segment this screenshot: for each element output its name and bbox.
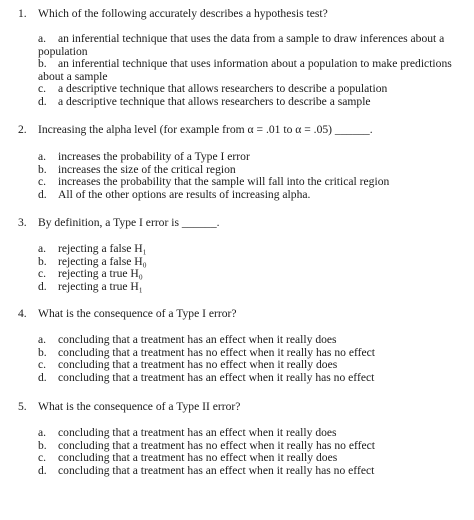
question-text: What is the consequence of a Type I error?	[38, 307, 237, 320]
option-letter: a.	[38, 32, 47, 45]
question-text: Which of the following accurately describes a hypothesis test?	[38, 7, 328, 20]
option-letter: d.	[38, 463, 47, 477]
option-text: rejecting a false H₀	[58, 254, 147, 268]
option-letter: c.	[38, 358, 47, 372]
question-number: 1.	[18, 7, 27, 20]
option-text: rejecting a true H₁	[58, 279, 143, 293]
option-letter: b.	[38, 57, 47, 71]
option-letter: c.	[38, 267, 47, 281]
option-text: concluding that a treatment has no effect when it really does	[58, 451, 338, 465]
question-stem	[18, 124, 373, 137]
question-number: 2.	[18, 123, 27, 136]
question-number: 5.	[18, 400, 27, 413]
option-letter: b.	[38, 345, 47, 359]
question-text: By definition, a Type I error is ______.	[38, 216, 220, 229]
option-letter: c.	[38, 82, 47, 96]
answer-option-d	[38, 281, 458, 294]
question-stem	[18, 308, 237, 321]
question-stem	[18, 8, 328, 21]
question-number: 3.	[18, 216, 27, 229]
option-letter: b.	[38, 162, 47, 176]
option-letter: d.	[38, 279, 47, 293]
option-letter: b.	[38, 254, 47, 268]
option-letter: d.	[38, 94, 47, 108]
option-text: concluding that a treatment has no effect when it really has no effect	[58, 438, 375, 452]
option-text: concluding that a treatment has an effect when it really does	[58, 333, 337, 346]
option-text: a descriptive technique that allows researchers to describe a sample	[58, 94, 371, 108]
option-text: rejecting a false H₁	[58, 242, 147, 255]
option-text: increases the probability of a Type I error	[58, 150, 250, 163]
answer-option-d	[38, 465, 458, 478]
answer-option-b	[38, 58, 458, 83]
question-stem	[18, 401, 240, 414]
answer-options	[38, 243, 458, 293]
question-text: Increasing the alpha level (for example from α = .01 to α = .05) ______.	[38, 123, 373, 136]
option-text: rejecting a true H₀	[58, 267, 143, 281]
option-letter: a.	[38, 426, 47, 439]
answer-option-d	[38, 189, 458, 202]
answer-options	[38, 33, 458, 109]
answer-option-a	[38, 33, 458, 58]
option-text: an inferential technique that uses the data from a sample to draw inferences about a population	[38, 32, 445, 58]
answer-options	[38, 151, 458, 201]
question-text: What is the consequence of a Type II error?	[38, 400, 241, 413]
option-text: a descriptive technique that allows researchers to describe a population	[58, 82, 388, 96]
option-letter: a.	[38, 150, 47, 163]
option-letter: a.	[38, 242, 47, 255]
option-text: increases the probability that the sample will fall into the critical region	[58, 175, 390, 189]
question-stem	[18, 217, 220, 230]
answer-option-d	[38, 372, 458, 385]
option-text: an inferential technique that uses information about a population to make predictions about a sample	[38, 57, 452, 83]
question-number: 4.	[18, 307, 27, 320]
option-letter: a.	[38, 333, 47, 346]
option-text: increases the size of the critical region	[58, 162, 236, 176]
answer-options	[38, 427, 458, 477]
option-text: concluding that a treatment has an effect when it really does	[58, 426, 337, 439]
answer-option-d	[38, 96, 458, 109]
option-letter: b.	[38, 438, 47, 452]
option-letter: c.	[38, 175, 47, 189]
option-letter: c.	[38, 451, 47, 465]
option-text: concluding that a treatment has an effect when it really has no effect	[58, 370, 375, 384]
option-text: All of the other options are results of increasing alpha.	[58, 187, 311, 201]
option-letter: d.	[38, 370, 47, 384]
answer-options	[38, 334, 458, 384]
option-text: concluding that a treatment has an effect when it really has no effect	[58, 463, 375, 477]
option-text: concluding that a treatment has no effect when it really has no effect	[58, 345, 375, 359]
option-text: concluding that a treatment has no effect when it really does	[58, 358, 338, 372]
option-letter: d.	[38, 187, 47, 201]
